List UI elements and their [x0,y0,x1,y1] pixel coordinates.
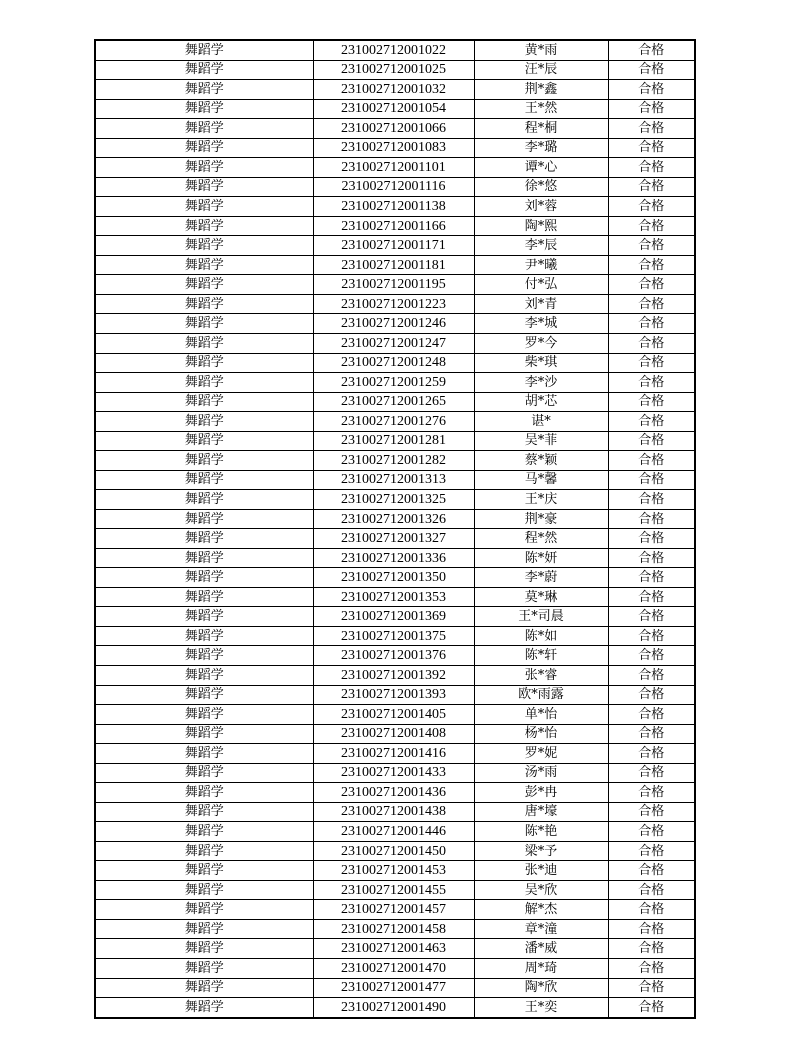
candidate-name-cell: 程*桐 [474,119,608,139]
table-row [95,587,695,607]
candidate-name-cell: 蔡*颖 [474,451,608,471]
exam-id-cell: 231002712001259 [313,373,474,393]
table-row [95,138,695,158]
exam-id-cell: 231002712001450 [313,841,474,861]
major-cell: 舞蹈学 [95,333,313,353]
major-cell: 舞蹈学 [95,607,313,627]
candidate-name-cell: 李*璐 [474,138,608,158]
candidate-name-cell: 王*然 [474,99,608,119]
exam-id-cell: 231002712001477 [313,978,474,998]
exam-id-cell: 231002712001353 [313,587,474,607]
candidate-name-cell: 汤*雨 [474,763,608,783]
result-cell: 合格 [608,548,695,568]
result-cell: 合格 [608,998,695,1018]
major-cell: 舞蹈学 [95,138,313,158]
exam-id-cell: 231002712001416 [313,744,474,764]
major-cell: 舞蹈学 [95,255,313,275]
candidate-name-cell: 吴*欣 [474,880,608,900]
major-cell: 舞蹈学 [95,431,313,451]
exam-id-cell: 231002712001246 [313,314,474,334]
major-cell: 舞蹈学 [95,900,313,920]
candidate-name-cell: 黄*雨 [474,40,608,60]
result-cell: 合格 [608,177,695,197]
major-cell: 舞蹈学 [95,412,313,432]
major-cell: 舞蹈学 [95,451,313,471]
table-row [95,841,695,861]
result-cell: 合格 [608,138,695,158]
major-cell: 舞蹈学 [95,919,313,939]
exam-id-cell: 231002712001138 [313,197,474,217]
table-row [95,998,695,1018]
result-cell: 合格 [608,490,695,510]
table-row [95,490,695,510]
candidate-name-cell: 柴*琪 [474,353,608,373]
candidate-name-cell: 杨*怡 [474,724,608,744]
candidate-name-cell: 陈*艳 [474,822,608,842]
table-row [95,744,695,764]
major-cell: 舞蹈学 [95,392,313,412]
major-cell: 舞蹈学 [95,939,313,959]
table-row [95,763,695,783]
exam-id-cell: 231002712001453 [313,861,474,881]
result-cell: 合格 [608,333,695,353]
major-cell: 舞蹈学 [95,236,313,256]
table-row [95,626,695,646]
table-row [95,529,695,549]
major-cell: 舞蹈学 [95,509,313,529]
result-cell: 合格 [608,978,695,998]
exam-id-cell: 231002712001405 [313,705,474,725]
exam-id-cell: 231002712001166 [313,216,474,236]
table-row [95,80,695,100]
exam-id-cell: 231002712001025 [313,60,474,80]
major-cell: 舞蹈学 [95,314,313,334]
table-row [95,705,695,725]
candidate-name-cell: 徐*悠 [474,177,608,197]
candidate-name-cell: 汪*辰 [474,60,608,80]
major-cell: 舞蹈学 [95,373,313,393]
major-cell: 舞蹈学 [95,705,313,725]
exam-id-cell: 231002712001438 [313,802,474,822]
candidate-name-cell: 章*潼 [474,919,608,939]
table-row [95,197,695,217]
exam-id-cell: 231002712001282 [313,451,474,471]
candidate-name-cell: 张*睿 [474,666,608,686]
exam-id-cell: 231002712001276 [313,412,474,432]
candidate-name-cell: 胡*芯 [474,392,608,412]
table-row [95,177,695,197]
candidate-name-cell: 解*杰 [474,900,608,920]
candidate-name-cell: 张*迪 [474,861,608,881]
result-cell: 合格 [608,822,695,842]
candidate-name-cell: 王*庆 [474,490,608,510]
table-row [95,412,695,432]
result-cell: 合格 [608,958,695,978]
exam-id-cell: 231002712001265 [313,392,474,412]
exam-id-cell: 231002712001032 [313,80,474,100]
table-row [95,333,695,353]
candidate-name-cell: 吴*菲 [474,431,608,451]
result-cell: 合格 [608,626,695,646]
table-row [95,392,695,412]
major-cell: 舞蹈学 [95,80,313,100]
table-row [95,685,695,705]
table-row [95,607,695,627]
major-cell: 舞蹈学 [95,158,313,178]
table-row [95,275,695,295]
results-table [94,39,696,1019]
candidate-name-cell: 陈*妍 [474,548,608,568]
result-cell: 合格 [608,412,695,432]
table-row [95,958,695,978]
exam-id-cell: 231002712001066 [313,119,474,139]
candidate-name-cell: 王*奕 [474,998,608,1018]
candidate-name-cell: 尹*曦 [474,255,608,275]
exam-id-cell: 231002712001392 [313,666,474,686]
candidate-name-cell: 欧*雨露 [474,685,608,705]
exam-id-cell: 231002712001408 [313,724,474,744]
table-row [95,158,695,178]
exam-id-cell: 231002712001326 [313,509,474,529]
table-row [95,119,695,139]
major-cell: 舞蹈学 [95,666,313,686]
exam-id-cell: 231002712001393 [313,685,474,705]
major-cell: 舞蹈学 [95,490,313,510]
table-row [95,294,695,314]
candidate-name-cell: 荆*鑫 [474,80,608,100]
result-cell: 合格 [608,783,695,803]
table-row [95,900,695,920]
result-cell: 合格 [608,119,695,139]
major-cell: 舞蹈学 [95,119,313,139]
table-row [95,978,695,998]
exam-id-cell: 231002712001054 [313,99,474,119]
result-cell: 合格 [608,314,695,334]
result-cell: 合格 [608,373,695,393]
exam-id-cell: 231002712001022 [313,40,474,60]
exam-id-cell: 231002712001463 [313,939,474,959]
table-row [95,822,695,842]
result-cell: 合格 [608,275,695,295]
result-cell: 合格 [608,509,695,529]
table-row [95,939,695,959]
major-cell: 舞蹈学 [95,763,313,783]
major-cell: 舞蹈学 [95,958,313,978]
result-cell: 合格 [608,724,695,744]
table-row [95,880,695,900]
candidate-name-cell: 彭*冉 [474,783,608,803]
table-row [95,724,695,744]
table-row [95,666,695,686]
candidate-name-cell: 李*城 [474,314,608,334]
result-cell: 合格 [608,744,695,764]
result-cell: 合格 [608,568,695,588]
exam-id-cell: 231002712001458 [313,919,474,939]
major-cell: 舞蹈学 [95,978,313,998]
candidate-name-cell: 李*沙 [474,373,608,393]
exam-id-cell: 231002712001083 [313,138,474,158]
result-cell: 合格 [608,216,695,236]
table-row [95,373,695,393]
major-cell: 舞蹈学 [95,783,313,803]
table-row [95,802,695,822]
candidate-name-cell: 马*馨 [474,470,608,490]
candidate-name-cell: 罗*妮 [474,744,608,764]
major-cell: 舞蹈学 [95,353,313,373]
table-row [95,255,695,275]
exam-id-cell: 231002712001281 [313,431,474,451]
exam-id-cell: 231002712001325 [313,490,474,510]
major-cell: 舞蹈学 [95,99,313,119]
candidate-name-cell: 谌* [474,412,608,432]
major-cell: 舞蹈学 [95,568,313,588]
candidate-name-cell: 付*弘 [474,275,608,295]
result-cell: 合格 [608,294,695,314]
exam-id-cell: 231002712001369 [313,607,474,627]
major-cell: 舞蹈学 [95,40,313,60]
exam-id-cell: 231002712001470 [313,958,474,978]
exam-id-cell: 231002712001433 [313,763,474,783]
exam-id-cell: 231002712001455 [313,880,474,900]
result-cell: 合格 [608,60,695,80]
table-row [95,509,695,529]
table-row [95,783,695,803]
candidate-name-cell: 陈*轩 [474,646,608,666]
candidate-name-cell: 程*然 [474,529,608,549]
major-cell: 舞蹈学 [95,548,313,568]
exam-id-cell: 231002712001101 [313,158,474,178]
major-cell: 舞蹈学 [95,998,313,1018]
result-cell: 合格 [608,900,695,920]
result-cell: 合格 [608,255,695,275]
exam-id-cell: 231002712001116 [313,177,474,197]
exam-id-cell: 231002712001171 [313,236,474,256]
result-cell: 合格 [608,919,695,939]
result-cell: 合格 [608,705,695,725]
exam-id-cell: 231002712001181 [313,255,474,275]
results-table-body [95,40,695,1018]
candidate-name-cell: 李*辰 [474,236,608,256]
candidate-name-cell: 荆*豪 [474,509,608,529]
major-cell: 舞蹈学 [95,60,313,80]
major-cell: 舞蹈学 [95,744,313,764]
result-cell: 合格 [608,607,695,627]
candidate-name-cell: 周*琦 [474,958,608,978]
result-cell: 合格 [608,939,695,959]
table-row [95,236,695,256]
exam-id-cell: 231002712001313 [313,470,474,490]
table-row [95,646,695,666]
exam-id-cell: 231002712001223 [313,294,474,314]
table-row [95,353,695,373]
table-row [95,568,695,588]
major-cell: 舞蹈学 [95,470,313,490]
exam-id-cell: 231002712001247 [313,333,474,353]
major-cell: 舞蹈学 [95,294,313,314]
result-cell: 合格 [608,666,695,686]
major-cell: 舞蹈学 [95,197,313,217]
result-cell: 合格 [608,470,695,490]
result-cell: 合格 [608,197,695,217]
result-cell: 合格 [608,802,695,822]
candidate-name-cell: 刘*青 [474,294,608,314]
candidate-name-cell: 王*司晨 [474,607,608,627]
result-cell: 合格 [608,158,695,178]
major-cell: 舞蹈学 [95,626,313,646]
exam-id-cell: 231002712001195 [313,275,474,295]
candidate-name-cell: 梁*予 [474,841,608,861]
exam-id-cell: 231002712001446 [313,822,474,842]
result-cell: 合格 [608,685,695,705]
candidate-name-cell: 陶*欣 [474,978,608,998]
table-row [95,470,695,490]
result-cell: 合格 [608,353,695,373]
table-row [95,919,695,939]
major-cell: 舞蹈学 [95,822,313,842]
table-row [95,861,695,881]
major-cell: 舞蹈学 [95,880,313,900]
major-cell: 舞蹈学 [95,275,313,295]
table-row [95,99,695,119]
major-cell: 舞蹈学 [95,587,313,607]
major-cell: 舞蹈学 [95,861,313,881]
exam-id-cell: 231002712001376 [313,646,474,666]
result-cell: 合格 [608,392,695,412]
exam-id-cell: 231002712001350 [313,568,474,588]
major-cell: 舞蹈学 [95,646,313,666]
result-cell: 合格 [608,861,695,881]
table-row [95,451,695,471]
table-row [95,314,695,334]
exam-id-cell: 231002712001375 [313,626,474,646]
candidate-name-cell: 单*怡 [474,705,608,725]
table-row [95,60,695,80]
result-cell: 合格 [608,529,695,549]
candidate-name-cell: 刘*蓉 [474,197,608,217]
table-row [95,548,695,568]
exam-id-cell: 231002712001336 [313,548,474,568]
result-cell: 合格 [608,841,695,861]
result-cell: 合格 [608,451,695,471]
table-row [95,431,695,451]
result-cell: 合格 [608,646,695,666]
candidate-name-cell: 李*蔚 [474,568,608,588]
candidate-name-cell: 罗*今 [474,333,608,353]
candidate-name-cell: 谭*心 [474,158,608,178]
result-cell: 合格 [608,99,695,119]
exam-id-cell: 231002712001436 [313,783,474,803]
result-cell: 合格 [608,40,695,60]
table-row [95,40,695,60]
major-cell: 舞蹈学 [95,685,313,705]
exam-id-cell: 231002712001490 [313,998,474,1018]
result-cell: 合格 [608,587,695,607]
exam-id-cell: 231002712001457 [313,900,474,920]
result-cell: 合格 [608,80,695,100]
candidate-name-cell: 陈*如 [474,626,608,646]
major-cell: 舞蹈学 [95,724,313,744]
result-cell: 合格 [608,880,695,900]
exam-id-cell: 231002712001327 [313,529,474,549]
candidate-name-cell: 陶*熙 [474,216,608,236]
candidate-name-cell: 莫*琳 [474,587,608,607]
result-cell: 合格 [608,763,695,783]
result-cell: 合格 [608,431,695,451]
major-cell: 舞蹈学 [95,529,313,549]
table-row [95,216,695,236]
major-cell: 舞蹈学 [95,841,313,861]
major-cell: 舞蹈学 [95,216,313,236]
candidate-name-cell: 潘*威 [474,939,608,959]
major-cell: 舞蹈学 [95,802,313,822]
result-cell: 合格 [608,236,695,256]
exam-id-cell: 231002712001248 [313,353,474,373]
candidate-name-cell: 唐*壕 [474,802,608,822]
major-cell: 舞蹈学 [95,177,313,197]
